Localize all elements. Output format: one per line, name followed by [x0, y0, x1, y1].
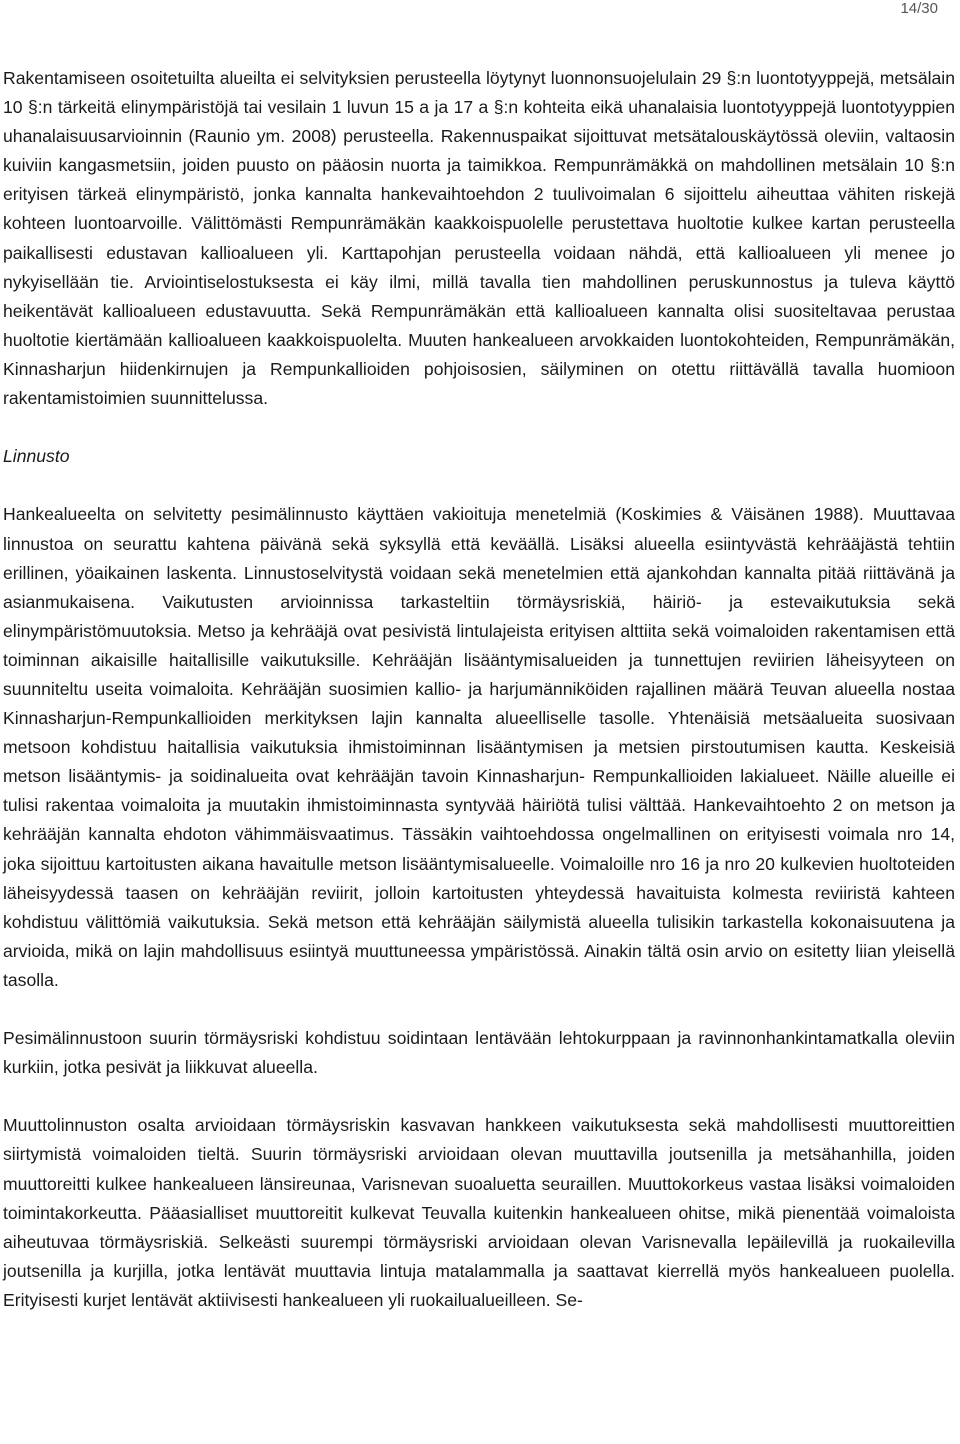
document-body [3, 64, 955, 1315]
paragraph-collision-risk: Pesimälinnustoon suurin törmäysriski kohdistuu soidintaan lentävään lehtokurppaan ja ravinnonhankintamatkalla oleviin kurkiin, jotka pesivät ja liikkuvat alueella. [3, 1028, 955, 1078]
page-number: 14/30 [900, 0, 938, 17]
paragraph-migratory-birds: Muuttolinnuston osalta arvioidaan törmäysriskin kasvavan hankkeen vaikutuksesta sekä mahdollisesti muuttoreittien siirtymistä voimaloiden tieltä. Suurin törmäysriski arvioidaan olevan muuttavilla joutsenilla ja metsähanhilla, joiden muuttoreitti kulkee hankealueen länsireunaa, Varisnevan suoaluetta seuraillen. Muuttokorkeus vastaa lisäksi voimaloiden toimintakorkeutta. Pääasialliset muuttoreitit kulkevat Teuvalla kuitenkin hankealueen ohitse, mikä pienentää voimaloista aiheutuvaa törmäysriskiä. Selkeästi suurempi törmäysriski arvioidaan olevan Varisnevalla lepäilevillä ja ruokailevilla joutsenilla ja kurjilla, jotka lentävät muuttavia lintuja matalammalla ja saattavat kierrellä myös hankealueen puolella. Erityisesti kurjet lentävät aktiivisesti hankealueen yli ruokailualueilleen. Se- [3, 1115, 955, 1310]
section-heading-linnusto: Linnusto [3, 446, 70, 467]
paragraph-habitats: Rakentamiseen osoitetuilta alueilta ei selvityksien perusteella löytynyt luonnonsuojelulain 29 §:n luontotyyppejä, metsälain 10 §:n tärkeitä elinympäristöjä tai vesilain 1 luvun 15 a ja 17 a §:n kohteita eikä uhanalaisia luontotyyppejä luontotyyppien uhanalaisuusarvioinnin (Raunio ym. 2008) perusteella. Rakennuspaikat sijoittuvat metsätalouskäytössä oleviin, valtaosin kuiviin kangasmetsiin, joiden puusto on pääosin nuorta ja taimikkoa. Rempunrämäkkä on mahdollinen metsälain 10 §:n erityisen tärkeä elinympäristö, jonka kannalta hankevaihtoehdon 2 tuulivoimalan 6 sijoittelu aiheuttaa vähiten riskejä kohteen luontoarvoille. Välittömästi Rempunrämäkän kaakkoispuolelle perustettava huoltotie kulkee kartan perusteella paikallisesti edustavan kallioalueen yli. Karttapohjan perusteella voidaan nähdä, että kallioalueen yli menee jo nykyisellään tie. Arviointiselostuksesta ei käy ilmi, millä tavalla tien mahdollinen peruskunnostus ja tuleva käyttö heikentävät kallioalueen edustavuutta. Sekä Rempunrämäkän että kallioalueen kannalta olisi suositeltavaa perustaa huoltotie kiertämään kallioalueen kaakkoispuolelta. Muuten hankealueen arvokkaiden luontokohteiden, Rempunrämäkän, Kinnasharjun hiidenkirnujen ja Rempunkallioiden pohjoisosien, säilyminen on otettu riittävällä tavalla huomioon rakentamistoimien suunnittelussa. [3, 68, 955, 409]
paragraph-breeding-birds: Hankealueelta on selvitetty pesimälinnusto käyttäen vakioituja menetelmiä (Koskimies & Väisänen 1988). Muuttavaa linnustoa on seurattu kahtena päivänä sekä syksyllä että keväällä. Lisäksi alueella esiintyvästä kehrääjästä tehtiin erillinen, yöaikainen laskenta. Linnustoselvitystä voidaan sekä menetelmien että ajankohdan kannalta pitää riittävänä ja asianmukaisena. Vaikutusten arvioinnissa tarkasteltiin törmäysriskiä, häiriö- ja estevaikutuksia sekä elinympäristömuutoksia. Metso ja kehrääjä ovat pesivistä lintulajeista erityisen alttiita sekä voimaloiden rakentamisen että toiminnan aikaisille haitallisille vaikutuksille. Kehrääjän lisääntymisalueiden ja tunnettujen reviirien läheisyyteen on suunniteltu useita voimaloita. Kehrääjän suosimien kallio- ja harjumänniköiden rajallinen määrä Teuvan alueella nostaa Kinnasharjun-Rempunkallioiden merkityksen lajin kannalta alueelliselle tasolle. Yhtenäisiä metsäalueita suosivaan metsoon kohdistuu haitallisia vaikutuksia ihmistoiminnan lisääntymisen ja metsien pirstoutumisen kautta. Keskeisiä metson lisääntymis- ja soidinalueita ovat kehrääjän tavoin Kinnasharjun- Rempunkallioiden lakialueet. Näille alueille ei tulisi rakentaa voimaloita ja muutakin ihmistoiminnasta syntyvää häiriötä tulisi välttää. Hankevaihtoehto 2 on metson ja kehrääjän kannalta ehdoton vähimmäisvaatimus. Tässäkin vaihtoehdossa ongelmallinen on erityisesti voimala nro 14, joka sijoittuu kartoitusten aikana havaitulle metson lisääntymisalueelle. Voimaloille nro 16 ja nro 20 kulkevien huoltoteiden läheisyydessä taasen on kehrääjän reviirit, jolloin kartoitusten yhteydessä havaituista kolmesta reviiristä kahteen kohdistuu välittömiä vaikutuksia. Sekä metson että kehrääjän säilymistä alueella tulisikin tarkastella kokonaisuutena ja arvioida, mikä on lajin mahdollisuus esiintyä muuttuneessa ympäristössä. Ainakin tältä osin arvio on esitetty liian yleisellä tasolla. [3, 504, 955, 990]
